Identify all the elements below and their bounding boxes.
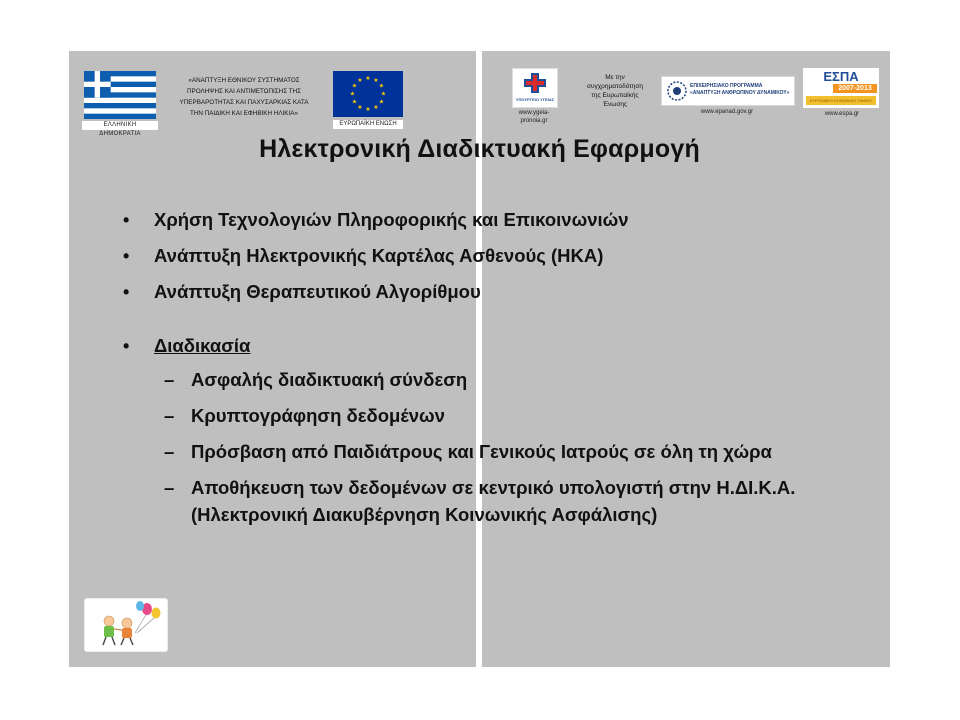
project-title-line: «ΑΝΑΠΤΥΞΗ ΕΘΝΙΚΟΥ ΣΥΣΤΗΜΑΤΟΣ	[188, 77, 300, 84]
dash-symbol: –	[164, 405, 175, 426]
bullet-dot: •	[123, 210, 130, 230]
process-label: Διαδικασία	[154, 335, 251, 356]
op-logo-line: ΕΠΙΧΕΙΡΗΣΙΑΚΟ ΠΡΟΓΡΑΜΜΑ	[690, 83, 763, 89]
process-item-text: Ασφαλής διαδικτυακή σύνδεση	[191, 369, 468, 390]
process-item	[120, 366, 860, 393]
svg-text:★: ★	[349, 90, 356, 98]
svg-text:★: ★	[365, 106, 371, 113]
bullet-text: Ανάπτυξη Ηλεκτρονικής Καρτέλας Ασθενούς (ΗΚΑ)	[154, 245, 604, 266]
bullet-list	[120, 208, 860, 537]
svg-text:★: ★	[373, 77, 379, 84]
dash-symbol: –	[164, 441, 175, 462]
bullet-text: Ανάπτυξη Θεραπευτικού Αλγορίθμου	[154, 281, 481, 302]
bullet-dot: •	[123, 246, 130, 266]
svg-text:★: ★	[373, 104, 379, 111]
espa-title: ΕΣΠΑ	[823, 69, 859, 84]
dash-symbol: –	[164, 369, 175, 390]
espa-url: www.espa.gr	[824, 111, 860, 117]
project-title-line: ΥΠΕΡΒΑΡΟΤΗΤΑΣ ΚΑΙ ΠΑΧΥΣΑΡΚΙΑΣ ΚΑΤΑ	[179, 99, 309, 106]
process-item	[120, 402, 860, 429]
svg-text:★: ★	[380, 90, 387, 98]
cofund-line: Με την	[605, 74, 625, 81]
bullet-dot: •	[123, 336, 130, 356]
project-title-line: ΤΗΝ ΠΑΙΔΙΚΗ ΚΑΙ ΕΦΗΒΙΚΗ ΗΛΙΚΙΑ»	[190, 110, 298, 117]
ministry-url-line: www.ygeia-	[518, 110, 550, 116]
ministry-name: ΥΠΟΥΡΓΕΙΟ ΥΓΕΙΑΣ	[515, 97, 555, 102]
ministry-url-line: pronoia.gr	[520, 118, 548, 124]
eu-caption: ΕΥΡΩΠΑΪΚΗ ΕΝΩΣΗ	[333, 120, 403, 129]
slide-title: Ηλεκτρονική Διαδικτυακή Εφαρμογή	[259, 135, 700, 163]
eu-flag-icon	[333, 71, 403, 117]
espa-years: 2007-2013	[833, 84, 877, 93]
process-item-text: Αποθήκευση των δεδομένων σε κεντρικό υπολογιστή στην Η.ΔΙ.Κ.Α. (Ηλεκτρονική Διακυβέρνηση Κοινωνικής Ασφάλισης)	[191, 477, 796, 525]
flag-caption: ΕΛΛΗΝΙΚΗ ΔΗΜΟΚΡΑΤΙΑ	[82, 121, 158, 130]
svg-text:★: ★	[357, 104, 363, 111]
bullet-item	[120, 280, 860, 304]
cofund-line: Ένωσης	[602, 101, 628, 108]
svg-text:★: ★	[351, 98, 358, 106]
svg-text:★: ★	[351, 82, 358, 90]
bullet-item	[120, 208, 860, 232]
kids-balloons-icon	[85, 599, 167, 651]
bullet-text: Χρήση Τεχνολογιών Πληροφορικής και Επικοινωνιών	[154, 209, 629, 230]
project-title-line: ΠΡΟΛΗΨΗΣ ΚΑΙ ΑΝΤΙΜΕΤΩΠΙΣΗΣ ΤΗΣ	[186, 88, 302, 95]
process-item-text: Πρόσβαση από Παιδιάτρους και Γενικούς Ιατρούς σε όλη τη χώρα	[191, 441, 772, 462]
bullet-item	[120, 244, 860, 268]
svg-text:★: ★	[357, 77, 363, 84]
dash-symbol: –	[164, 477, 175, 498]
svg-text:★: ★	[365, 75, 371, 82]
ministry-url	[502, 109, 566, 125]
kids-logo	[84, 598, 168, 652]
process-item-text: Κρυπτογράφηση δεδομένων	[191, 405, 445, 426]
op-logo-text	[690, 83, 790, 97]
op-logo-icon	[666, 80, 688, 102]
greek-flag-icon	[84, 71, 156, 119]
svg-text:★: ★	[378, 98, 385, 106]
cofund-line: συγχρηματοδότηση	[586, 83, 644, 90]
svg-text:★: ★	[378, 82, 385, 90]
project-title	[169, 75, 319, 119]
espa-tagline: ΕΥΡΩΠΑΪΚΟ ΚΟΙΝΩΝΙΚΟ ΤΑΜΕΙΟ	[806, 96, 876, 105]
process-item	[120, 474, 860, 528]
cofund-text	[566, 73, 664, 109]
op-logo	[661, 76, 795, 106]
cofund-line: της Ευρωπαϊκής	[591, 92, 639, 99]
espa-logo-icon	[803, 68, 879, 108]
ministry-cross-icon	[521, 72, 549, 94]
process-item	[120, 438, 860, 465]
bullet-dot: •	[123, 282, 130, 302]
process-heading	[120, 334, 860, 358]
slide	[69, 51, 890, 667]
ministry-logo	[512, 68, 558, 108]
op-logo-line: «ΑΝΑΠΤΥΞΗ ΑΝΘΡΩΠΙΝΟΥ ΔΥΝΑΜΙΚΟΥ»	[690, 90, 790, 96]
op-url: www.epanad.gov.gr	[700, 109, 754, 115]
